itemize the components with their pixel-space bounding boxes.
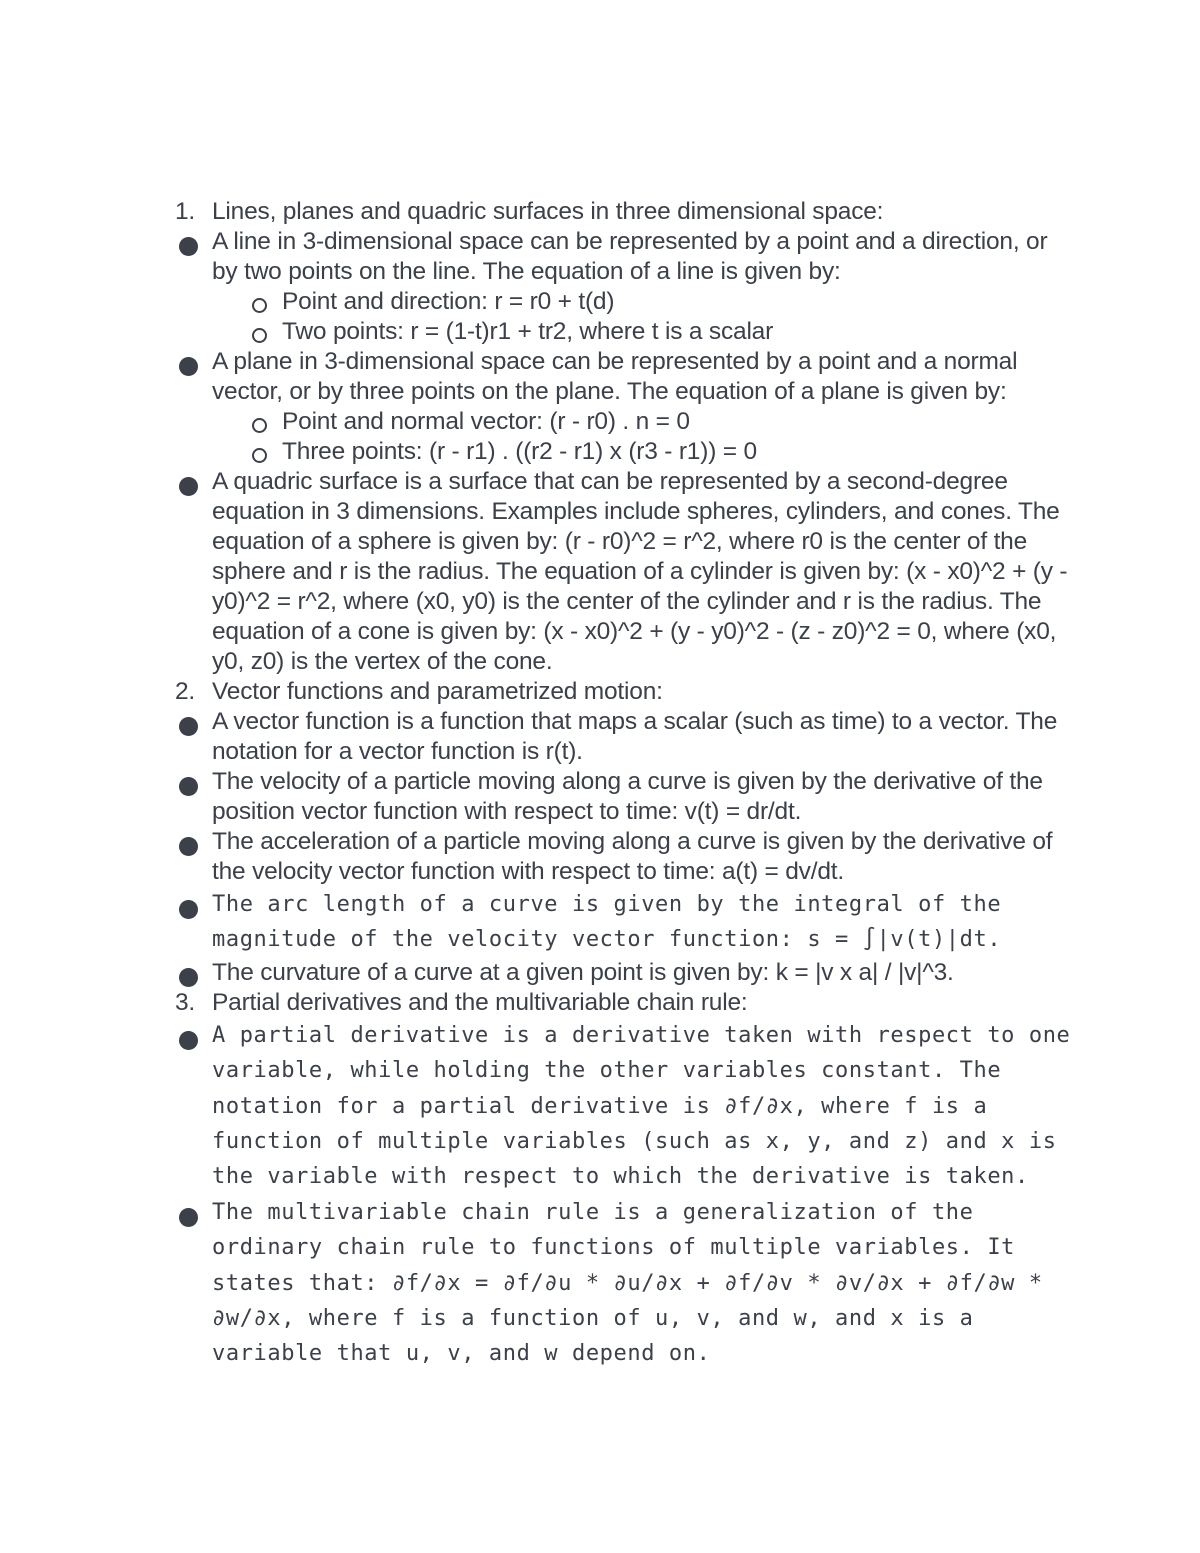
filled-bullet-icon xyxy=(179,1208,198,1227)
filled-bullet-icon xyxy=(179,717,198,736)
list-item xyxy=(175,467,1075,677)
list-item-text: The velocity of a particle moving along a curve is given by the derivative of the position vector function with respect to time: v(t) = dr/dt. xyxy=(212,768,1043,825)
sub-list-item xyxy=(175,287,1075,317)
filled-bullet-icon xyxy=(179,477,198,496)
list-item-text: Point and normal vector: (r - r0) . n = 0 xyxy=(282,408,690,435)
list-item-text: Point and direction: r = r0 + t(d) xyxy=(282,288,615,315)
list-item-text: A quadric surface is a surface that can be represented by a second-degree equation in 3 dimensions. Examples include spheres, cylinders, and cones. The equation of a sphere is given by: (r - r0)^2 = r^2, where r0 is the center of the sphere and r is the radius. The equation of a cylinder is given by: (x - x0)^2 + (y - y0)^2 = r^2, where (x0, y0) is the center of the cylinder and r is the radius. The equation of a cone is given by: (x - x0)^2 + (y - y0)^2 - (z - z0)^2 = 0, where (x0, y0, z0) is the vertex of the cone. xyxy=(212,468,1068,675)
filled-bullet-icon xyxy=(179,837,198,856)
list-item xyxy=(175,1018,1075,1195)
list-item-text: A plane in 3-dimensional space can be represented by a point and a normal vector, or by three points on the plane. The equation of a plane is given by: xyxy=(212,348,1018,405)
list-item-text: A vector function is a function that maps a scalar (such as time) to a vector. The notation for a vector function is r(t). xyxy=(212,708,1058,765)
filled-bullet-icon xyxy=(179,900,198,919)
sub-list-item xyxy=(175,407,1075,437)
list-item xyxy=(175,227,1075,287)
section-heading-1 xyxy=(175,197,1075,227)
list-item xyxy=(175,707,1075,767)
filled-bullet-icon xyxy=(179,1031,198,1050)
notes-list xyxy=(175,197,1075,1372)
sub-list-item xyxy=(175,437,1075,467)
hollow-bullet-icon xyxy=(252,298,267,313)
filled-bullet-icon xyxy=(179,357,198,376)
list-item-text: The arc length of a curve is given by the integral of the magnitude of the velocity vector function: s = ∫|v(t)|dt. xyxy=(212,892,1002,953)
filled-bullet-icon xyxy=(179,237,198,256)
list-item xyxy=(175,767,1075,827)
list-item xyxy=(175,958,1075,988)
hollow-bullet-icon xyxy=(252,448,267,463)
list-item-text: The acceleration of a particle moving along a curve is given by the derivative of the velocity vector function with respect to time: a(t) = dv/dt. xyxy=(212,828,1053,885)
list-item xyxy=(175,1195,1075,1372)
list-item-text: Two points: r = (1-t)r1 + tr2, where t is a scalar xyxy=(282,318,774,345)
list-item xyxy=(175,347,1075,407)
list-item-text: The curvature of a curve at a given point is given by: k = |v x a| / |v|^3. xyxy=(212,958,954,986)
list-number: 2. xyxy=(175,678,196,705)
sub-list-item xyxy=(175,317,1075,347)
list-item-text: A line in 3-dimensional space can be represented by a point and a direction, or by two points on the line. The equation of a line is given by: xyxy=(212,228,1048,285)
list-item-text: The multivariable chain rule is a generalization of the ordinary chain rule to functions of multiple variables. It states that: ∂f/∂x = ∂f/∂u * ∂u/∂x + ∂f/∂v * ∂v/∂x + ∂f/∂w * ∂w/∂x, where f is a function of u, v, and w, and x is a variable that u, v, and w depend on. xyxy=(212,1199,1043,1367)
list-number: 1. xyxy=(175,198,196,225)
list-number: 3. xyxy=(175,988,196,1016)
list-item xyxy=(175,827,1075,887)
hollow-bullet-icon xyxy=(252,418,267,433)
list-item-text: Vector functions and parametrized motion: xyxy=(212,678,663,705)
list-item-text: A partial derivative is a derivative taken with respect to one variable, while holding the other variables constant. The notation for a partial derivative is ∂f/∂x, where f is a function of multiple variables (such as x, y, and z) and x is the variable with respect to which the derivative is taken. xyxy=(212,1022,1071,1190)
hollow-bullet-icon xyxy=(252,328,267,343)
filled-bullet-icon xyxy=(179,968,198,987)
list-item-text: Lines, planes and quadric surfaces in three dimensional space: xyxy=(212,198,884,225)
list-item-text: Three points: (r - r1) . ((r2 - r1) x (r3 - r1)) = 0 xyxy=(282,438,757,465)
list-item xyxy=(175,887,1075,958)
filled-bullet-icon xyxy=(179,777,198,796)
section-heading-3 xyxy=(175,988,1075,1018)
section-heading-2 xyxy=(175,677,1075,707)
list-item-text: Partial derivatives and the multivariable chain rule: xyxy=(212,988,748,1016)
